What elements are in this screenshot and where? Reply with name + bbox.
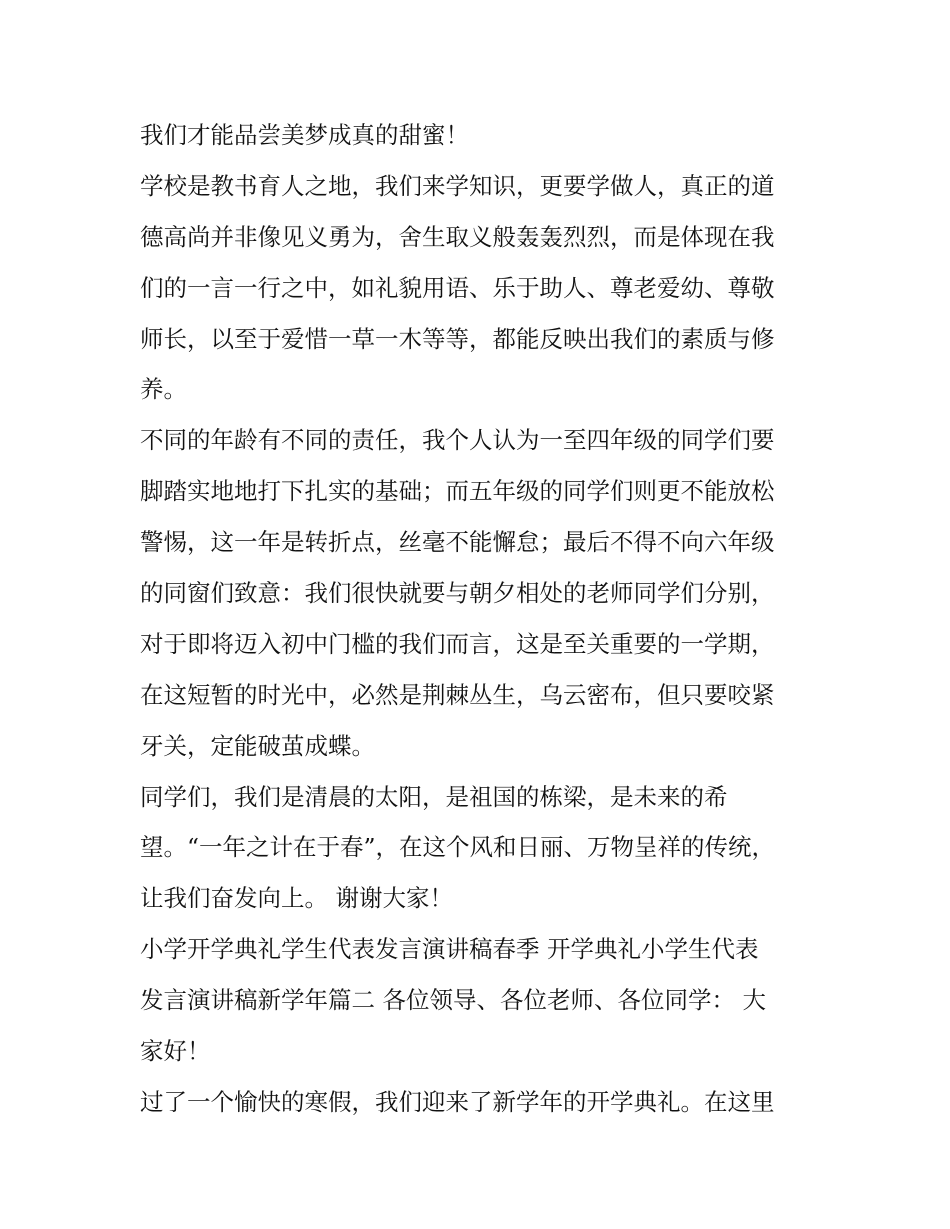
text-line: 对于即将迈入初中门槛的我们而言，这是至关重要的一学期， (140, 629, 775, 658)
text-line: 让我们奋发向上。 谢谢大家！ (140, 884, 453, 913)
text-line: 发言演讲稿新学年篇二 各位领导、各位老师、各位同学： 大 (140, 986, 766, 1015)
text-line: 我们才能品尝美梦成真的甜蜜！ (140, 121, 469, 149)
document-body (140, 110, 820, 1128)
text-line: 脚踏实地地打下扎实的基础；而五年级的同学们则更不能放松 (140, 477, 775, 506)
text-line: 在这短暂的时光中，必然是荆棘丛生，乌云密布，但只要咬紧 (140, 680, 775, 709)
text-line: 家好！ (140, 1037, 211, 1066)
text-line: 的同窗们致意：我们很快就要与朝夕相处的老师同学们分别， (140, 579, 775, 608)
text-line: 们的一言一行之中，如礼貌用语、乐于助人、尊老爱幼、尊敬 (140, 273, 775, 302)
text-line: 过了一个愉快的寒假，我们迎来了新学年的开学典礼。在这里 (140, 1087, 775, 1116)
text-line: 望。“一年之计在于春”，在这个风和日丽、万物呈祥的传统， (140, 833, 776, 862)
text-line: 师长，以至于爱惜一草一木等等，都能反映出我们的素质与修 (140, 324, 775, 353)
text-line: 同学们，我们是清晨的太阳，是祖国的栋梁，是未来的希 (140, 782, 728, 811)
text-line: 学校是教书育人之地，我们来学知识，更要学做人，真正的道 (140, 171, 775, 200)
text-line: 小学开学典礼学生代表发言演讲稿春季 开学典礼小学生代表 (140, 935, 759, 964)
text-line: 牙关，定能破茧成蝶。 (140, 731, 375, 760)
text-line: 德高尚并非像见义勇为，舍生取义般轰轰烈烈，而是体现在我 (140, 222, 775, 251)
text-line: 养。 (140, 375, 187, 404)
text-line: 不同的年龄有不同的责任，我个人认为一至四年级的同学们要 (140, 426, 775, 455)
text-line: 警惕，这一年是转折点，丝毫不能懈怠；最后不得不向六年级 (140, 528, 775, 557)
